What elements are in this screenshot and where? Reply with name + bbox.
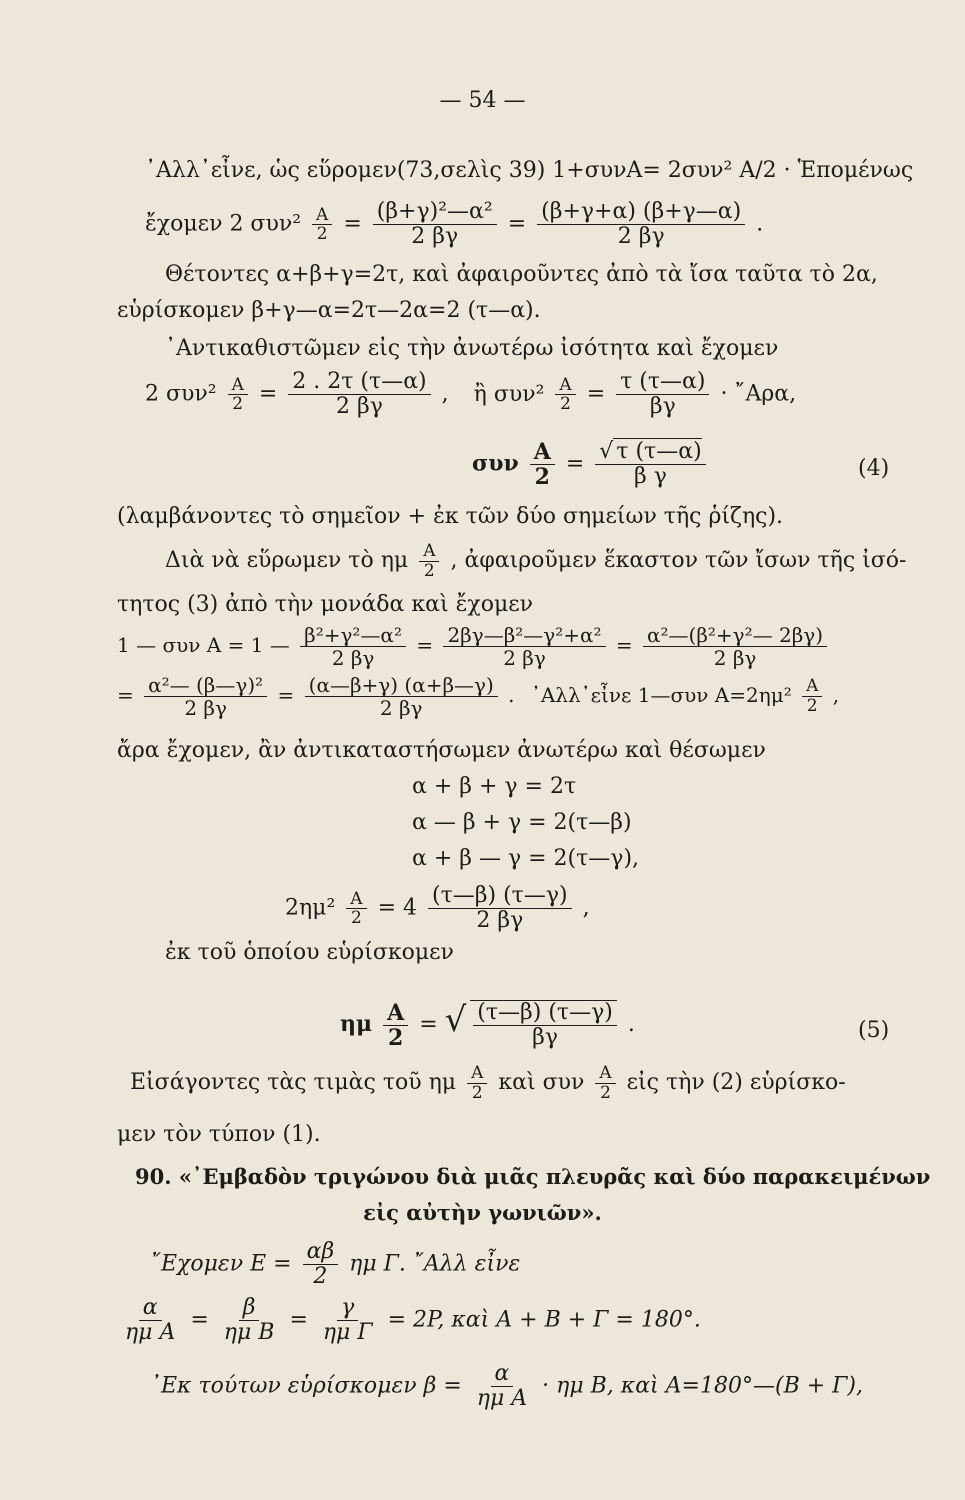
fraction: $\frac{\text{α²—(β²+γ²— 2βγ)}}{2 \beta\gamma}$ bbox=[643, 624, 827, 669]
sqrt-icon: √ bbox=[444, 1000, 467, 1041]
fraction: $\frac{2 . 2\tau (\tau—\alpha)}{2 \beta\gamma}$ bbox=[288, 370, 430, 419]
fraction: $\frac{\text{2βγ—β²—γ²+α²}}{2 \beta\gamma}$ bbox=[443, 624, 605, 669]
fraction: $\frac{A}{2}$ bbox=[228, 376, 248, 414]
equation-5: ημ $\frac{A}{2}$ = √ $\frac{(\tau—\beta) (\tau—\gamma)}{\beta\gamma}$ . bbox=[340, 999, 635, 1051]
fraction: $\frac{(\beta+\gamma+\alpha) (\beta+\gamma—\alpha)}{2 \beta\gamma}$ bbox=[537, 200, 745, 249]
text-line: ἐκ τοῦ ὁποίου εὑρίσκομεν bbox=[165, 940, 454, 965]
fraction: $\frac{\alpha}{\text{ημ Α}}$ bbox=[476, 1361, 528, 1412]
equation-line: 2 συν² $\frac{A}{2}$ = $\frac{2 . 2\tau (\tau—\alpha)}{2 \beta\gamma}$ , ἢ συν² $\frac{A}{2}$ = $\frac{\tau (\tau—\alpha)}{\beta\gamma}$ · ῎Αρα, bbox=[145, 369, 797, 420]
equation-line: 1 — συν Α = 1 — $\frac{\text{β²+γ²—α²}}{2 \beta\gamma}$ = $\frac{\text{2βγ—β²—γ²+α²}}{2 \beta\gamma}$ = $\frac{\text{α²—(β²+γ²— 2βγ)}}{2 \beta\gamma}$ bbox=[117, 624, 831, 669]
fraction: $\frac{\beta}{\text{ημ Β}}$ bbox=[223, 1295, 275, 1346]
fraction: $\frac{A}{2}$ bbox=[312, 206, 332, 244]
fraction: $\frac{(\tau—\beta) (\tau—\gamma)}{2 \beta\gamma}$ bbox=[428, 884, 572, 933]
equation-line: $\frac{\alpha}{\text{ημ Α}}$ = $\frac{\beta}{\text{ημ Β}}$ = $\frac{\gamma}{\text{ημ Γ}}$ = 2P, καὶ Α + Β + Γ = 180°. bbox=[117, 1296, 701, 1345]
equation-line: ἔχομεν 2 συν² $\frac{A}{2}$ = $\frac{\text{(β+γ)²—α²}}{2 \beta\gamma}$ = $\frac{(\beta+\gamma+\alpha) (\beta+\gamma—\alpha)}{2 \beta\gamma}$ . bbox=[145, 199, 764, 250]
section-heading: 90. «᾿Εμβαδὸν τριγώνου διὰ μιᾶς πλευρᾶς καὶ δύο παρακειμένων bbox=[135, 1164, 931, 1189]
equation-line: α — β + γ = 2(τ—β) bbox=[412, 810, 632, 835]
fraction: $\frac{A}{2}$ bbox=[346, 890, 366, 928]
equation-line: α + β — γ = 2(τ—γ), bbox=[412, 846, 640, 871]
fraction: $\frac{(\alpha—\beta+\gamma) (\alpha+\beta—\gamma)}{2 \beta\gamma}$ bbox=[305, 674, 498, 719]
equation-line: Διὰ νὰ εὕρωμεν τὸ ημ $\frac{A}{2}$ , ἀφαιροῦμεν ἕκαστον τῶν ἴσων τῆς ἰσό- bbox=[165, 541, 907, 581]
fraction: $\frac{\gamma}{\text{ημ Γ}}$ bbox=[322, 1295, 373, 1346]
equation-line: ᾿Εκ τούτων εὑρίσκομεν β = $\frac{\alpha}{\text{ημ Α}}$ · ημ Β, καὶ Α=180°—(Β + Γ), bbox=[150, 1361, 863, 1412]
fraction: $\frac{A}{2}$ bbox=[383, 1001, 408, 1050]
text-line: εὑρίσκομεν β+γ—α=2τ—2α=2 (τ—α). bbox=[117, 298, 541, 323]
text-line: (λαμβάνοντες τὸ σημεῖον + ἐκ τῶν δύο σημείων τῆς ῥίζης). bbox=[117, 504, 784, 529]
fraction: $\frac{\tau (\tau—\alpha)}{\beta\gamma}$ bbox=[616, 370, 709, 419]
fraction: $\frac{√ \tau (\tau—\alpha)}{\text{β γ}}$ bbox=[595, 440, 705, 489]
equation-line: 2ημ² $\frac{A}{2}$ = 4 $\frac{(\tau—\beta) (\tau—\gamma)}{2 \beta\gamma}$ , bbox=[285, 883, 590, 934]
equation-tag: (4) bbox=[858, 456, 890, 481]
text-line: μεν τὸν τύπον (1). bbox=[117, 1122, 321, 1147]
equation-tag: (5) bbox=[858, 1018, 890, 1043]
equation-line: ῎Εχομεν Ε = $\frac{\alpha\beta}{2}$ ημ Γ. ῎Αλλ εἶνε bbox=[150, 1239, 521, 1290]
fraction: $\frac{\alpha}{\text{ημ Α}}$ bbox=[125, 1295, 176, 1346]
text-line: τητος (3) ἀπὸ τὴν μονάδα καὶ ἔχομεν bbox=[117, 592, 534, 617]
equation-line: α + β + γ = 2τ bbox=[412, 774, 577, 799]
equation-4: συν $\frac{A}{2}$ = $\frac{√ \tau (\tau—\alpha)}{\text{β γ}}$ bbox=[472, 440, 710, 489]
fraction: $\frac{A}{2}$ bbox=[802, 677, 822, 715]
section-heading: εἰς αὐτὴν γωνιῶν». bbox=[363, 1200, 602, 1225]
text-line: ᾿Αντικαθιστῶμεν εἰς τὴν ἀνωτέρω ἰσότητα καὶ ἔχομεν bbox=[165, 336, 779, 361]
fraction: $\frac{A}{2}$ bbox=[595, 1064, 615, 1102]
fraction: $\frac{\text{α²— (β—γ)²}}{2 \beta\gamma}$ bbox=[144, 674, 267, 719]
fraction: $\frac{A}{2}$ bbox=[555, 376, 575, 414]
fraction: $\frac{\text{β²+γ²—α²}}{2 \beta\gamma}$ bbox=[300, 624, 406, 669]
equation-line: Εἰσάγοντες τὰς τιμὰς τοῦ ημ $\frac{A}{2}$ καὶ συν $\frac{A}{2}$ εἰς τὴν (2) εὑρίσκο- bbox=[130, 1063, 846, 1103]
text-line: ἄρα ἔχομεν, ἂν ἀντικαταστήσωμεν ἀνωτέρω καὶ θέσωμεν bbox=[117, 738, 766, 763]
page-number: — 54 — bbox=[439, 88, 526, 113]
fraction: $\frac{(\tau—\beta) (\tau—\gamma)}{\beta\gamma}$ bbox=[470, 1000, 617, 1050]
text-line: ᾿Αλλ᾿εἶνε, ὡς εὕρομεν(73,σελὶς 39) 1+συνΑ= 2συν² Α/2 · Ἑπομένως bbox=[145, 158, 914, 183]
fraction: $\frac{\text{(β+γ)²—α²}}{2 \beta\gamma}$ bbox=[373, 200, 497, 249]
text-line: Θέτοντες α+β+γ=2τ, καὶ ἀφαιροῦντες ἀπὸ τὰ ἴσα ταῦτα τὸ 2α, bbox=[165, 262, 878, 287]
sqrt-icon: √ bbox=[599, 439, 614, 464]
fraction: $\frac{A}{2}$ bbox=[467, 1064, 487, 1102]
text: ἔχομεν 2 συν² bbox=[145, 211, 302, 237]
fraction: $\frac{A}{2}$ bbox=[530, 440, 555, 489]
fraction: $\frac{\alpha\beta}{2}$ bbox=[303, 1240, 339, 1289]
fraction: $\frac{A}{2}$ bbox=[419, 542, 439, 580]
equation-line: = $\frac{\text{α²— (β—γ)²}}{2 \beta\gamma}$ = $\frac{(\alpha—\beta+\gamma) (\alpha+\beta—\gamma)}{2 \beta\gamma}$ . ᾿Αλλ᾿εἶνε 1—συν Α=2ημ² $\frac{A}{2}$ , bbox=[117, 673, 840, 720]
